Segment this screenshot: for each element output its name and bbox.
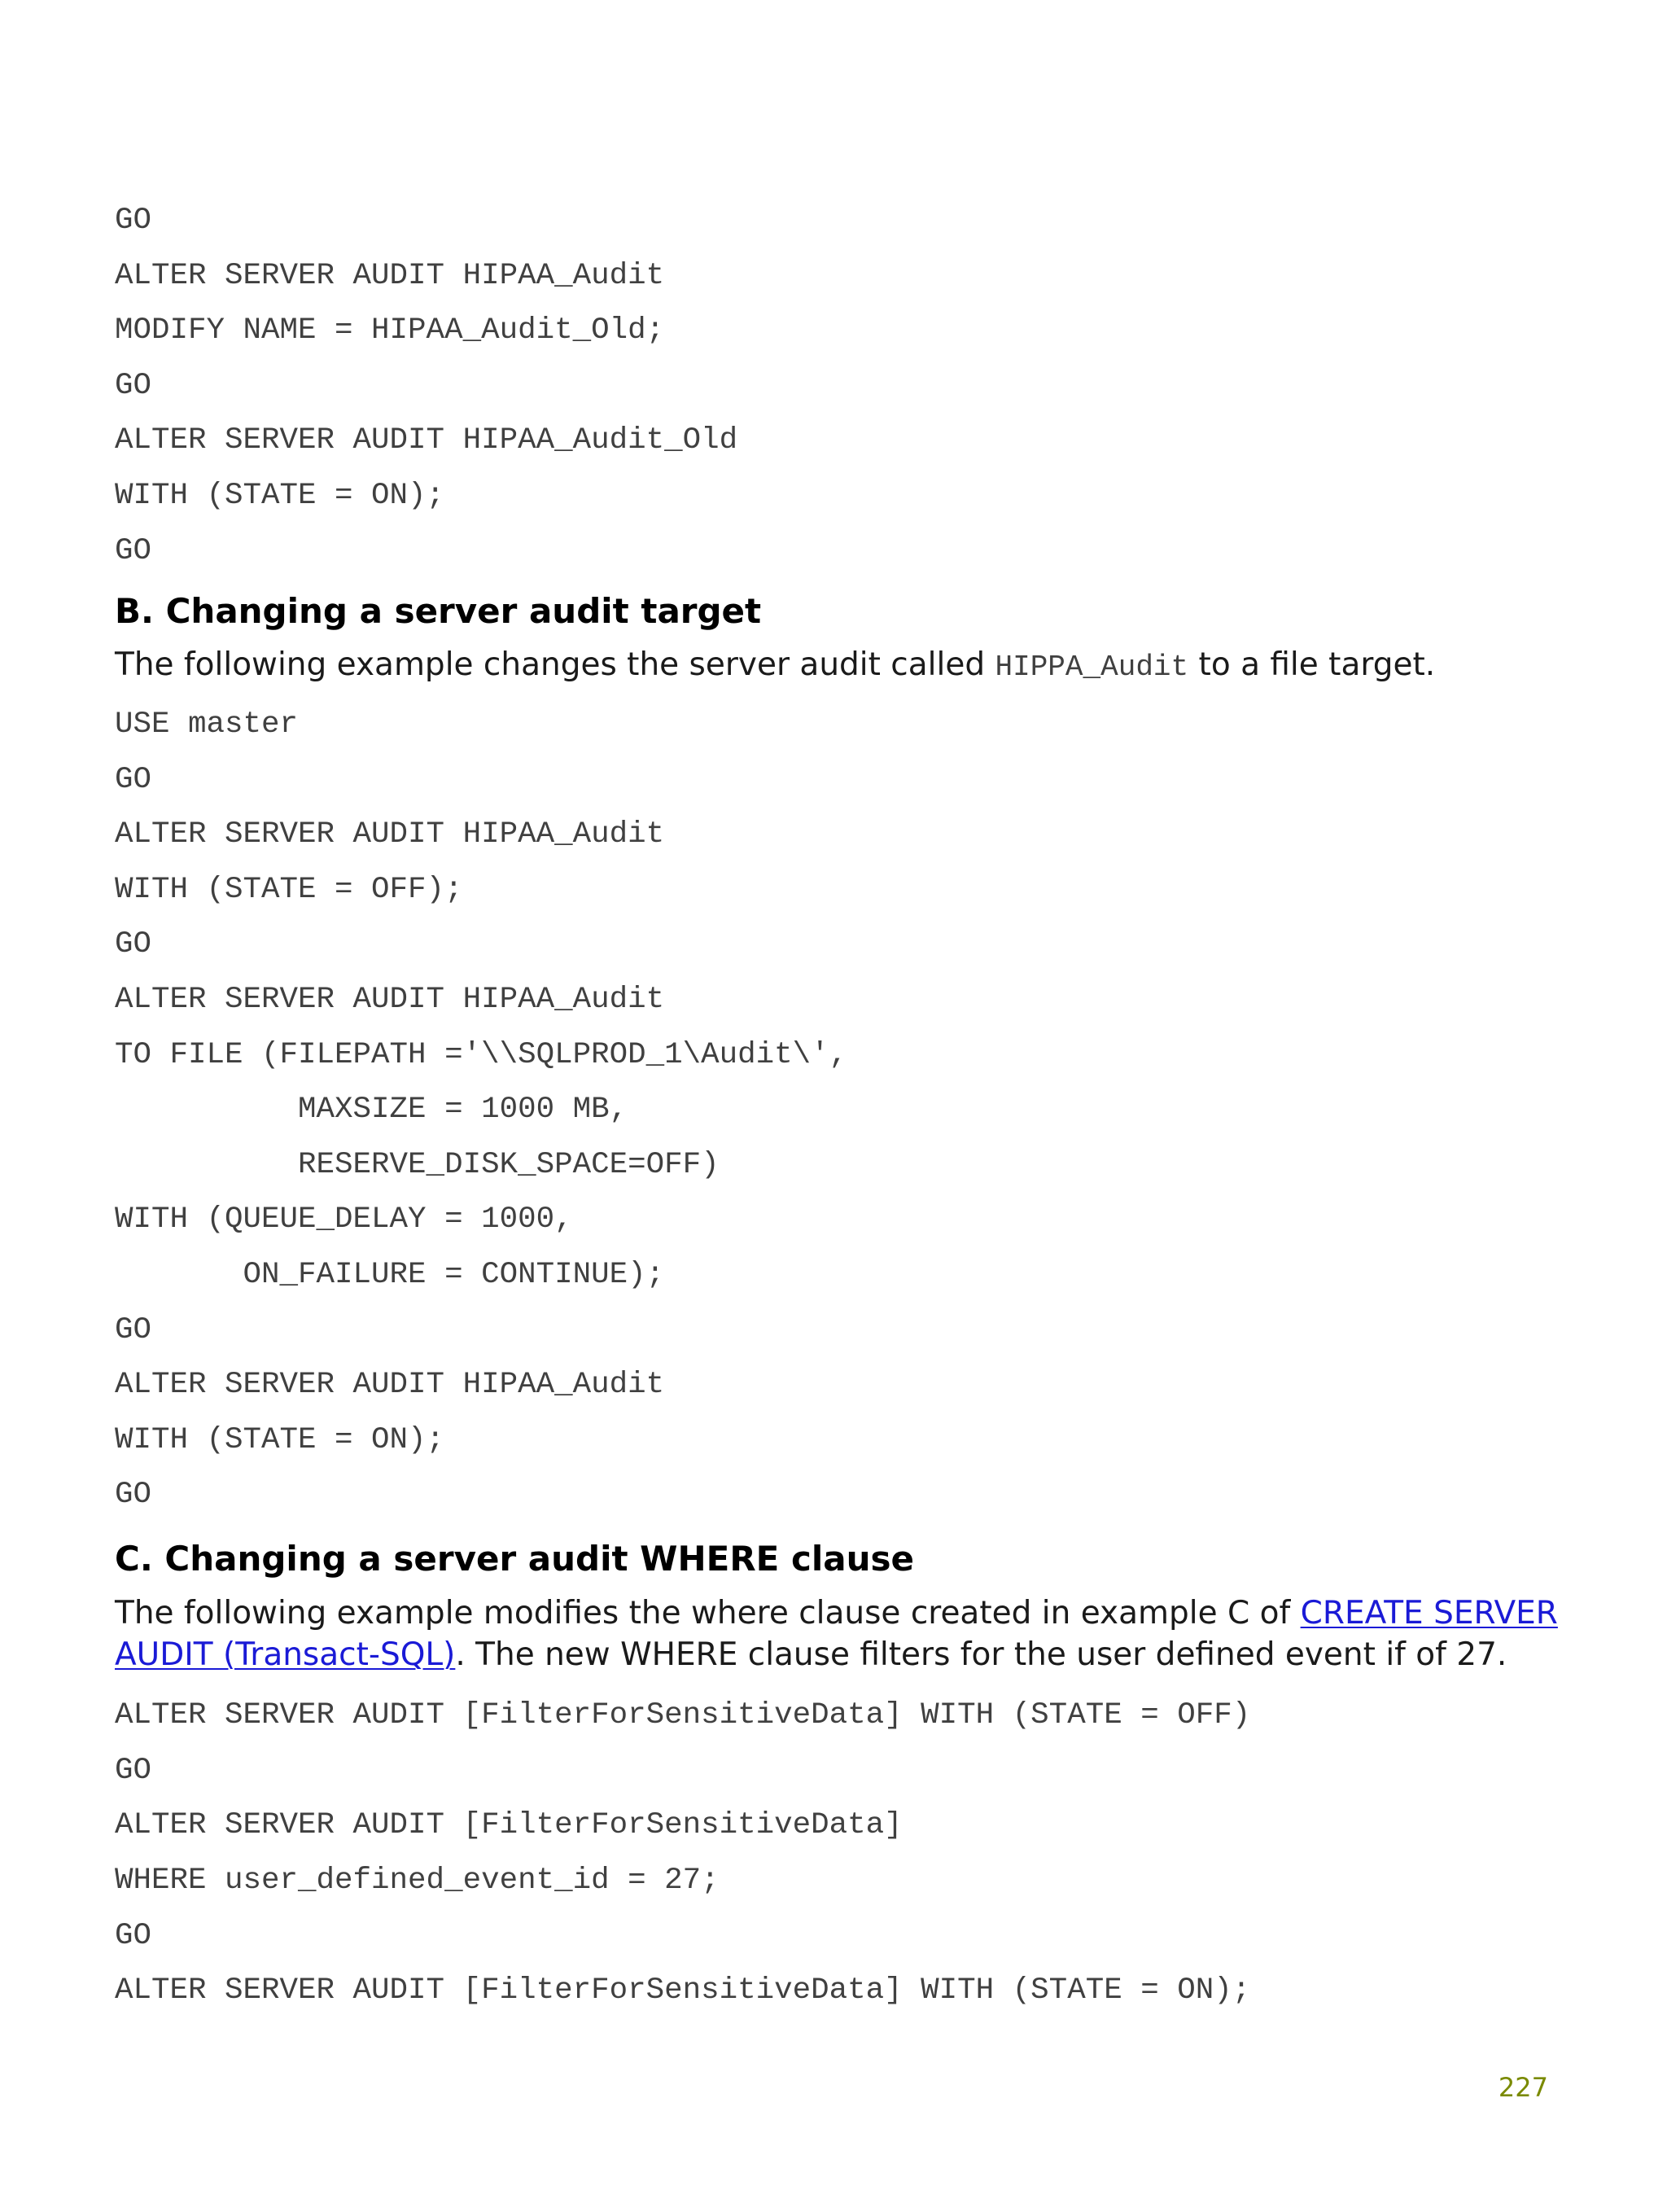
create-server-audit-link[interactable]: CREATE SERVER — [1300, 1595, 1558, 1632]
code-line: GO — [115, 1919, 152, 1953]
code-line: GO — [115, 369, 152, 403]
section-c-intro-line2 — [115, 1636, 1507, 1673]
intro-text: to a file target. — [1188, 646, 1436, 683]
code-line: RESERVE_DISK_SPACE=OFF) — [115, 1148, 720, 1182]
code-line: GO — [115, 1313, 152, 1347]
intro-text: . The new WHERE clause filters for the user defined event if of 27. — [455, 1636, 1507, 1673]
code-line: WITH (STATE = OFF); — [115, 873, 463, 907]
code-line: GO — [115, 534, 152, 568]
code-line: GO — [115, 1478, 152, 1512]
section-c-heading: C. Changing a server audit WHERE clause — [115, 1539, 915, 1579]
section-b-heading: B. Changing a server audit target — [115, 591, 762, 631]
code-line: ALTER SERVER AUDIT [FilterForSensitiveData] WITH (STATE = ON); — [115, 1973, 1251, 2008]
create-server-audit-link[interactable]: AUDIT (Transact-SQL) — [115, 1636, 456, 1673]
section-b-intro — [115, 646, 1436, 684]
section-c-intro-line1 — [115, 1595, 1558, 1632]
code-line: ALTER SERVER AUDIT [FilterForSensitiveData] — [115, 1808, 903, 1842]
code-line: ALTER SERVER AUDIT HIPAA_Audit_Old — [115, 423, 738, 458]
code-line: WITH (QUEUE_DELAY = 1000, — [115, 1202, 573, 1237]
code-line: USE master — [115, 707, 299, 742]
page-number: 227 — [1498, 2072, 1548, 2103]
code-line: MAXSIZE = 1000 MB, — [115, 1093, 628, 1127]
intro-text: The following example modifies the where clause created in example C of — [115, 1595, 1301, 1632]
code-line: ON_FAILURE = CONTINUE); — [115, 1258, 665, 1292]
code-line: ALTER SERVER AUDIT HIPAA_Audit — [115, 983, 665, 1017]
code-line: WITH (STATE = ON); — [115, 1423, 445, 1457]
code-line: TO FILE (FILEPATH ='\\SQLPROD_1\Audit\', — [115, 1038, 848, 1072]
code-line: ALTER SERVER AUDIT HIPAA_Audit — [115, 817, 665, 852]
inline-code: HIPPA_Audit — [995, 650, 1189, 684]
code-line: ALTER SERVER AUDIT [FilterForSensitiveData] WITH (STATE = OFF) — [115, 1698, 1251, 1732]
code-line: WITH (STATE = ON); — [115, 479, 445, 513]
code-line: GO — [115, 927, 152, 961]
code-line: GO — [115, 1754, 152, 1788]
code-line: ALTER SERVER AUDIT HIPAA_Audit — [115, 259, 665, 293]
code-line: MODIFY NAME = HIPAA_Audit_Old; — [115, 313, 665, 348]
intro-text: The following example changes the server audit called — [115, 646, 995, 683]
code-line: GO — [115, 204, 152, 238]
code-line: WHERE user_defined_event_id = 27; — [115, 1864, 720, 1898]
code-line: GO — [115, 763, 152, 797]
code-line: ALTER SERVER AUDIT HIPAA_Audit — [115, 1368, 665, 1402]
